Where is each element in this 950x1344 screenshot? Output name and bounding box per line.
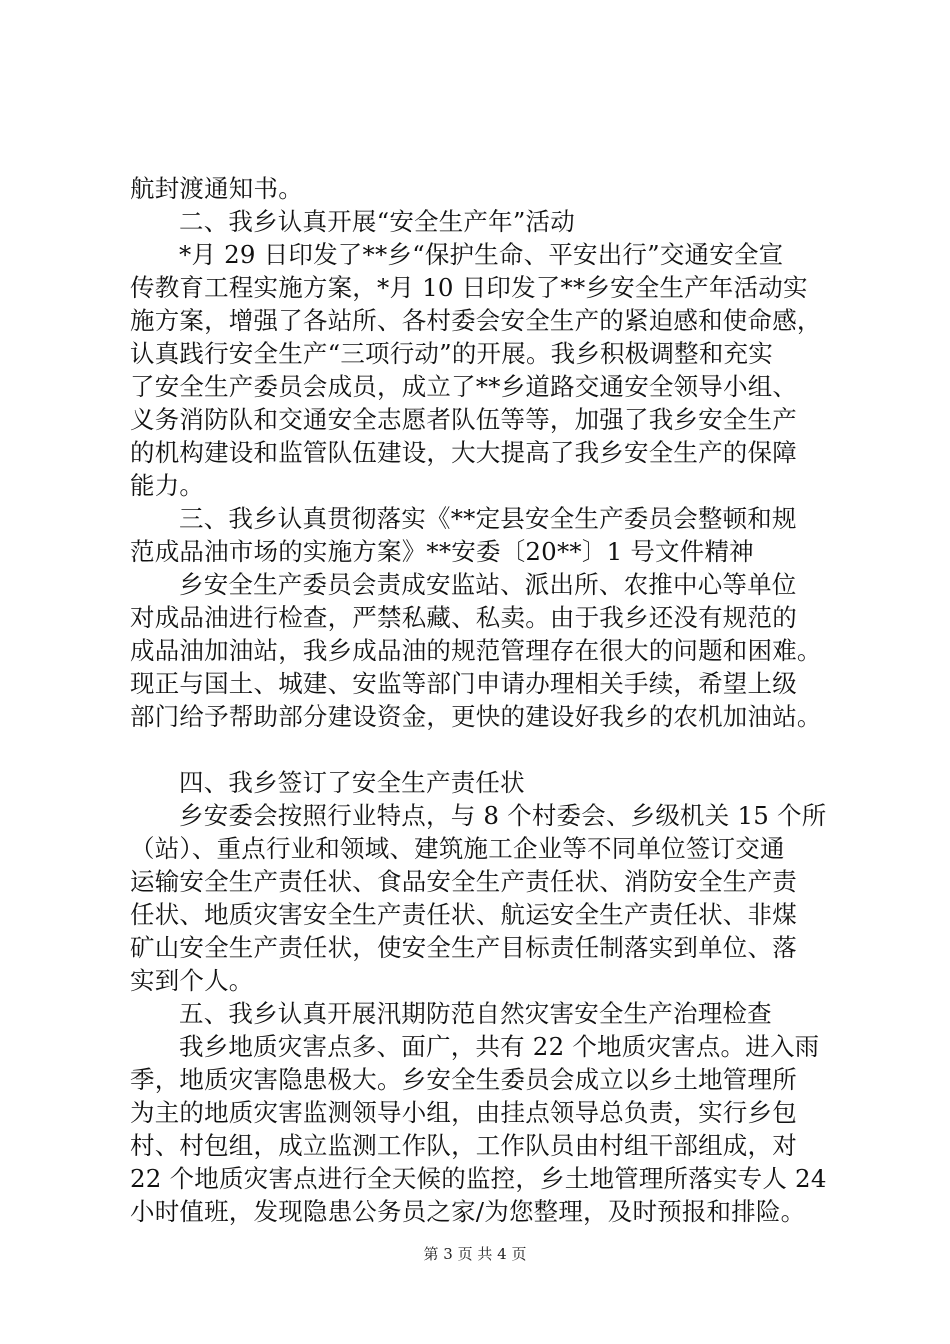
text-line: 我乡地质灾害点多、面广，共有 22 个地质灾害点。进入雨 xyxy=(179,1032,820,1061)
text-line: 22 个地质灾害点进行全天候的监控，乡土地管理所落实专人 24 xyxy=(130,1164,827,1193)
text-line: 实到个人。 xyxy=(130,966,254,995)
text-line: 施方案，增强了各站所、各村委会安全生产的紧迫感和使命感， xyxy=(130,306,822,335)
text-line: 了安全生产委员会成员，成立了**乡道路交通安全领导小组、 xyxy=(130,372,798,401)
text-line: 成品油加油站，我乡成品油的规范管理存在很大的问题和困难。 xyxy=(130,636,822,665)
page-number-footer: 第 3 页 共 4 页 xyxy=(423,1245,527,1263)
text-line: 矿山安全生产责任状，使安全生产目标责任制落实到单位、落 xyxy=(130,933,797,962)
text-line: （站）、重点行业和领域、建筑施工企业等不同单位签订交通 xyxy=(130,834,785,863)
text-line: 传教育工程实施方案，*月 10 日印发了**乡安全生产年活动实 xyxy=(130,273,808,302)
text-line: 任状、地质灾害安全生产责任状、航运安全生产责任状、非煤 xyxy=(130,900,797,929)
text-line: 乡安委会按照行业特点，与 8 个村委会、乡级机关 15 个所 xyxy=(179,801,827,830)
text-line: 航封渡通知书。 xyxy=(130,174,303,203)
text-line: *月 29 日印发了**乡“保护生命、平安出行”交通安全宣 xyxy=(179,240,784,269)
text-line: 义务消防队和交通安全志愿者队伍等等，加强了我乡安全生产 xyxy=(130,405,797,434)
section-heading: 三、我乡认真贯彻落实《**定县安全生产委员会整顿和规 xyxy=(179,504,797,533)
text-line: 现正与国土、城建、安监等部门申请办理相关手续，希望上级 xyxy=(130,669,797,698)
text-line: 村、村包组，成立监测工作队，工作队员由村组干部组成，对 xyxy=(130,1131,797,1160)
text-line: 运输安全生产责任状、食品安全生产责任状、消防安全生产责 xyxy=(130,867,797,896)
text-line: 小时值班，发现隐患公务员之家/为您整理，及时预报和排险。 xyxy=(130,1197,806,1226)
text-line: 对成品油进行检查，严禁私藏、私卖。由于我乡还没有规范的 xyxy=(130,603,797,632)
section-heading: 四、我乡签订了安全生产责任状 xyxy=(179,768,525,797)
section-heading: 二、我乡认真开展“安全生产年”活动 xyxy=(179,207,575,236)
text-line: 认真践行安全生产“三项行动”的开展。我乡积极调整和充实 xyxy=(130,339,773,368)
text-line: 乡安全生产委员会责成安监站、派出所、农推中心等单位 xyxy=(179,570,797,599)
text-line: 季，地质灾害隐患极大。乡安全生委员会成立以乡土地管理所 xyxy=(130,1065,797,1094)
text-line: 的机构建设和监管队伍建设，大大提高了我乡安全生产的保障 xyxy=(130,438,797,467)
text-line: 能力。 xyxy=(130,471,205,500)
section-heading: 五、我乡认真开展汛期防范自然灾害安全生产治理检查 xyxy=(179,999,772,1028)
text-line: 部门给予帮助部分建设资金，更快的建设好我乡的农机加油站。 xyxy=(130,702,822,731)
text-line: 范成品油市场的实施方案》**安委〔20**〕1 号文件精神 xyxy=(130,537,754,566)
text-line: 为主的地质灾害监测领导小组，由挂点领导总负责，实行乡包 xyxy=(130,1098,797,1127)
